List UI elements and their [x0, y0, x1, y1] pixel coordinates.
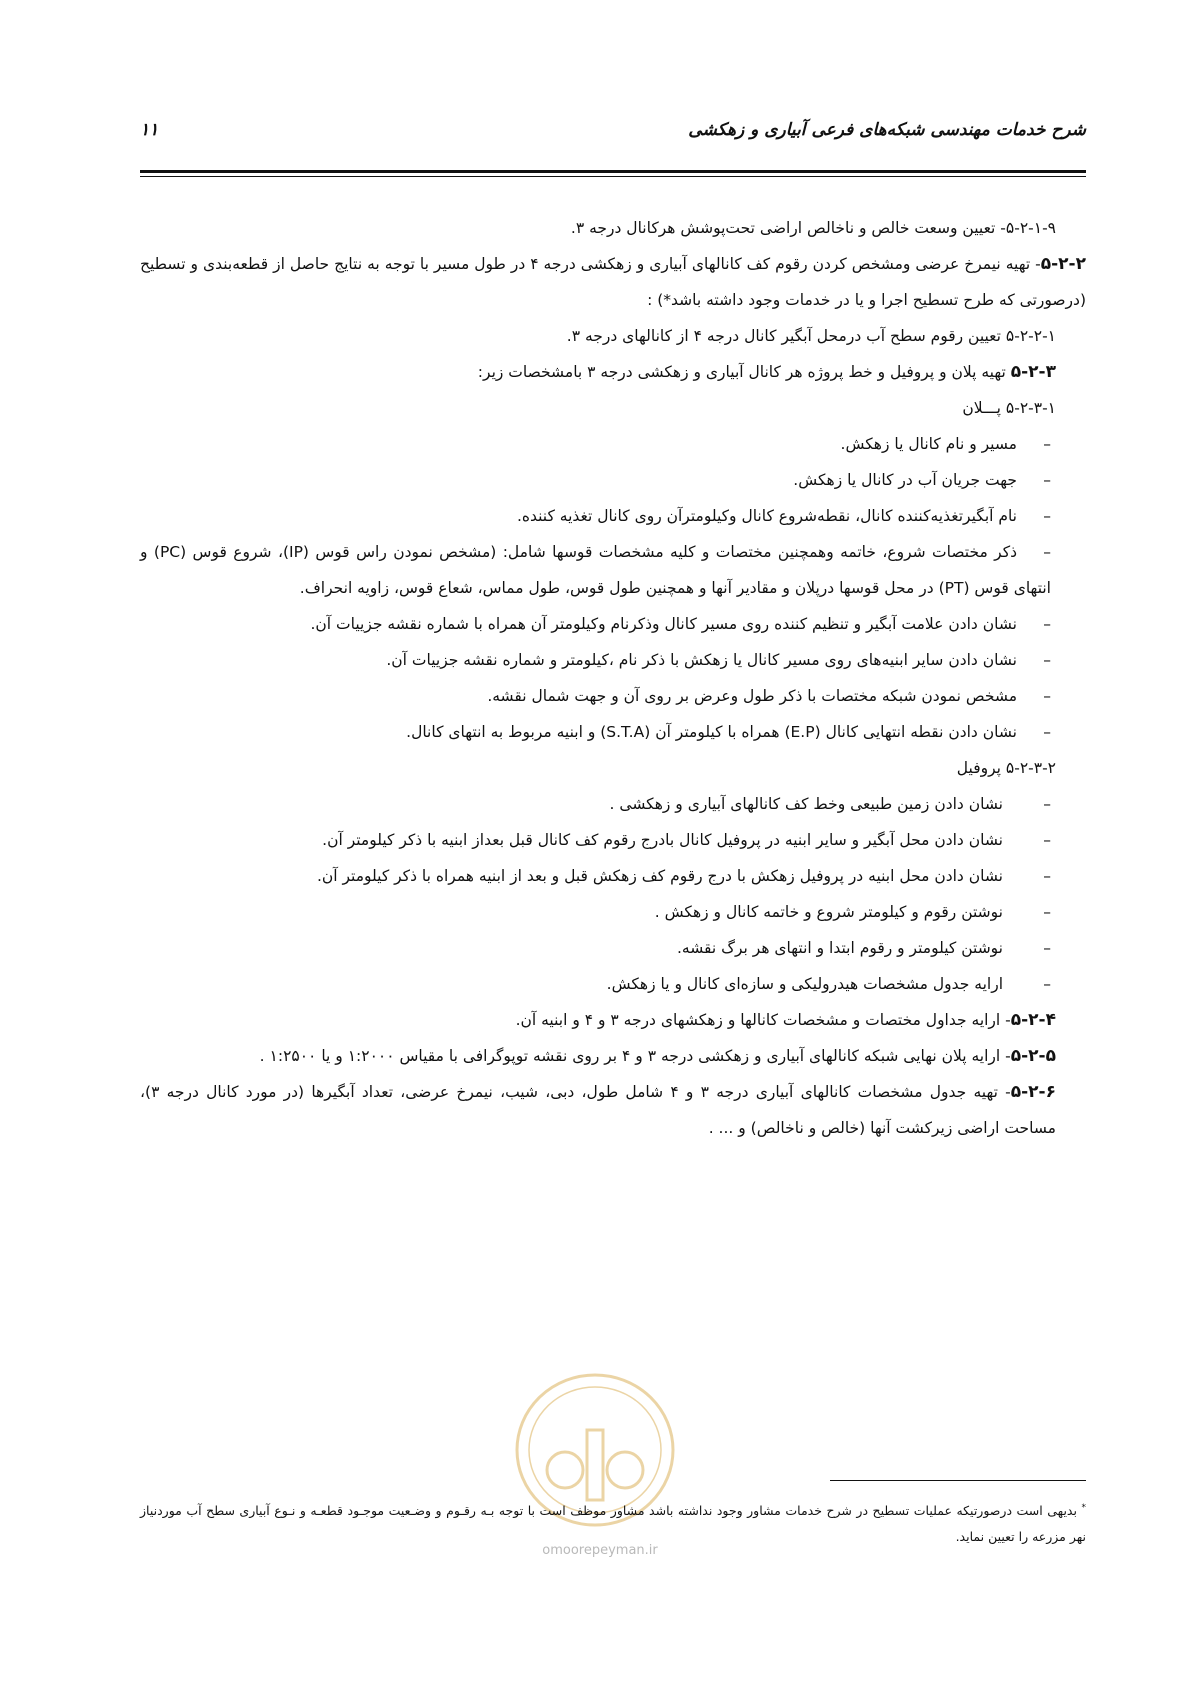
list-item: –نشان دادن علامت آبگیر و تنظیم کننده روی مسیر کانال وذکرنام وکیلومتر آن همراه با شماره نقشه جزییات آن. — [310, 615, 1051, 633]
footnote — [140, 1495, 1086, 1550]
section-text: - تهیه نیمرخ عرضی ومشخص کردن رقوم کف کانالهای آبیاری و زهکشی درجه ۴ در طول مسیر با توجه به نتایج حاصل از قطعه‌بندی و تسطیح (درصورتی که طرح تسطیح اجرا و یا در خدمات وجود داشته باشد*) : — [140, 255, 1086, 309]
section-5-2-3 — [140, 354, 1086, 390]
list-item: –نشان دادن سایر ابنیه‌های روی مسیر کانال یا زهکش با ذکر نام ،کیلومتر و شماره نقشه جزییات آن. — [386, 651, 1051, 669]
body-text — [140, 210, 1086, 1146]
section-5-2-6 — [140, 1074, 1086, 1146]
section-5-2-2 — [140, 246, 1086, 318]
section-text: - تهیه جدول مشخصات کانالهای آبیاری درجه ۳ و ۴ شامل طول، دبی، شیب، نیمرخ عرضی، تعداد آبگیرها (در مورد کانال درجه ۳)، مساحت اراضی زیرکشت آنها (خالص و ناخالص) و ... . — [140, 1083, 1056, 1137]
list-item: –ارایه جدول مشخصات هیدرولیکی و سازه‌ای کانال و یا زهکش. — [606, 975, 1051, 993]
list-item: –مسیر و نام کانال یا زهکش. — [840, 435, 1051, 453]
footnote-marker: * — [1081, 1503, 1086, 1513]
footnote-rule — [830, 1480, 1086, 1481]
section-5-2-5 — [140, 1038, 1086, 1074]
section-5-2-4 — [140, 1002, 1086, 1038]
section-text: تهیه پلان و پروفیل و خط پروژه هر کانال آبیاری و زهکشی درجه ۳ بامشخصات زیر: — [477, 363, 1011, 381]
section-number: ۵-۲-۴ — [1010, 1010, 1056, 1030]
list-item: –نوشتن کیلومتر و رقوم ابتدا و انتهای هر برگ نقشه. — [676, 939, 1051, 957]
page-header — [140, 120, 1086, 164]
header-rule-thin — [140, 176, 1086, 177]
list-item: –نشان دادن نقطه انتهایی کانال (E.P) همراه با کیلومتر آن (S.T.A) و ابنیه مربوط به انتهای کانال. — [406, 723, 1051, 741]
list-item: –نشان دادن محل آبگیر و سایر ابنیه در پروفیل کانال بادرج رقوم کف کانال قبل بعداز ابنیه با ذکر کیلومتر آن. — [322, 831, 1051, 849]
section-number: ۵-۲-۶ — [1010, 1082, 1056, 1102]
list-item: –نشان دادن محل ابنیه در پروفیل زهکش با درج رقوم کف زهکش قبل و بعد از ابنیه همراه با ذکر کیلومتر آن. — [316, 867, 1051, 885]
list-item: –ذکر مختصات شروع، خاتمه وهمچنین مختصات و کلیه مشخصات قوسها شامل: (مشخص نمودن راس قوس (IP)، شروع قوس (PC) و انتهای قوس (PT) در محل قوسها درپلان و مقادیر آنها و همچنین طول قوس، طول مماس، شعاع قوس، زاویه انحراف. — [140, 543, 1051, 597]
section-5-2-3-2: ۵-۲-۳-۲ پروفیل — [956, 759, 1056, 777]
footnote-text: بدیهی است درصورتیکه عملیات تسطیح در شرح خدمات مشاور وجود نداشته باشد مشاور موظف است با توجه بـه رقـوم و وضـعیت موجـود قطعـه و نـوع آبیاری سطح آب موردنیاز نهر مزرعه را تعیین نماید. — [140, 1503, 1086, 1545]
list-item: –نوشتن رقوم و کیلومتر شروع و خاتمه کانال و زهکش . — [654, 903, 1051, 921]
page-number: ۱۱ — [140, 120, 159, 140]
section-number: ۵-۲-۲ — [1040, 254, 1086, 274]
header-rule — [140, 170, 1086, 173]
list-item: –مشخص نمودن شبکه مختصات با ذکر طول وعرض بر روی آن و جهت شمال نقشه. — [487, 687, 1051, 705]
section-text: - ارایه جداول مختصات و مشخصات کانالها و زهکشهای درجه ۳ و ۴ و ابنیه آن. — [515, 1011, 1011, 1029]
section-text: - ارایه پلان نهایی شبکه کانالهای آبیاری و زهکشی درجه ۳ و ۴ بر روی نقشه توپوگرافی با مقیاس ۱:۲۰۰۰ و یا ۱:۲۵۰۰ . — [259, 1047, 1011, 1065]
section-5-2-1-9: ۵-۲-۱-۹- تعیین وسعت خالص و ناخالص اراضی تحت‌پوشش هرکانال درجه ۳. — [570, 219, 1056, 237]
list-item: –نام آبگیرتغذیه‌کننده کانال، نقطه‌شروع کانال وکیلومترآن روی کانال تغذیه کننده. — [516, 507, 1051, 525]
section-5-2-3-1: ۵-۲-۳-۱ پـــلان — [962, 399, 1056, 417]
watermark-site: omoorepeyman.ir — [542, 1543, 658, 1558]
section-5-2-2-1: ۵-۲-۲-۱ تعیین رقوم سطح آب درمحل آبگیر کانال درجه ۴ از کانالهای درجه ۳. — [566, 327, 1056, 345]
section-number: ۵-۲-۳ — [1010, 362, 1056, 382]
section-number: ۵-۲-۵ — [1010, 1046, 1056, 1066]
list-item: –نشان دادن زمین طبیعی وخط کف کانالهای آبیاری و زهکشی . — [609, 795, 1051, 813]
running-title: شرح خدمات مهندسی شبکه‌های فرعی آبیاری و زهکشی — [688, 120, 1086, 140]
list-item: –جهت جریان آب در کانال یا زهکش. — [793, 471, 1051, 489]
